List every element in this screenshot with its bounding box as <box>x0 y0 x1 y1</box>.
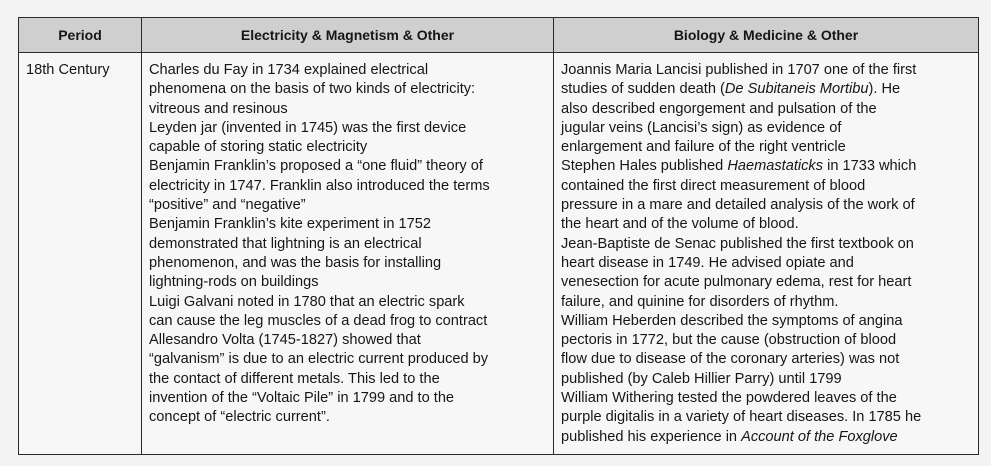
biology-line <box>561 138 971 157</box>
book-title: Account of the Foxglove <box>741 428 898 445</box>
electricity-line: capable of storing static electricity <box>149 139 368 156</box>
biology-text: pressure in a mare and detailed analysis of the work of <box>561 197 915 214</box>
biology-text: Jean-Baptiste de Senac published the first textbook on <box>561 235 914 252</box>
biology-line <box>561 331 971 350</box>
biology-line <box>561 61 971 80</box>
electricity-line: Benjamin Franklin’s proposed a “one fluid” theory of <box>149 158 483 175</box>
history-table <box>18 17 979 455</box>
electricity-line: Allesandro Volta (1745-1827) showed that <box>149 332 421 349</box>
column-divider <box>553 18 554 454</box>
biology-text: venesection for acute pulmonary edema, rest for heart <box>561 274 912 291</box>
biology-line <box>561 428 971 447</box>
electricity-line: electricity in 1747. Franklin also introduced the terms <box>149 177 490 194</box>
biology-text: the heart and of the volume of blood. <box>561 216 799 233</box>
electricity-line: lightning-rods on buildings <box>149 274 319 291</box>
biology-line <box>561 273 971 292</box>
electricity-line: can cause the leg muscles of a dead frog to contract <box>149 312 488 329</box>
electricity-line: concept of “electric current”. <box>149 409 330 426</box>
biology-text: Stephen Hales published <box>561 158 728 175</box>
electricity-line: vitreous and resinous <box>149 100 288 117</box>
biology-text: pectoris in 1772, but the cause (obstruction of blood <box>561 332 897 349</box>
biology-text: jugular veins (Lancisi’s sign) as evidence of <box>561 119 842 136</box>
electricity-line: “positive” and “negative” <box>149 197 306 214</box>
biology-line <box>561 177 971 196</box>
biology-line <box>561 389 971 408</box>
biology-text: in 1733 which <box>823 158 917 175</box>
biology-text: enlargement and failure of the right ventricle <box>561 139 846 156</box>
biology-line <box>561 215 971 234</box>
biology-text: failure, and quinine for disorders of rhythm. <box>561 293 839 310</box>
biology-line <box>561 408 971 427</box>
biology-text: William Withering tested the powdered leaves of the <box>561 390 897 407</box>
biology-line <box>561 370 971 389</box>
biology-text: Joannis Maria Lancisi published in 1707 one of the first <box>561 62 917 78</box>
biology-text: flow due to disease of the coronary arteries) was not <box>561 351 900 368</box>
biology-line <box>561 254 971 273</box>
book-title: De Subitaneis Mortibu <box>724 81 869 98</box>
electricity-line: phenomenon, and was the basis for installing <box>149 254 442 271</box>
biology-line <box>561 235 971 254</box>
column-divider <box>141 18 142 454</box>
biology-line <box>561 157 971 176</box>
biology-line <box>561 119 971 138</box>
electricity-line: Charles du Fay in 1734 explained electrical <box>149 62 429 78</box>
electricity-line: demonstrated that lightning is an electrical <box>149 235 422 252</box>
electricity-cell <box>149 61 549 428</box>
biology-line <box>561 350 971 369</box>
biology-text: studies of sudden death ( <box>561 81 725 98</box>
header-biology: Biology & Medicine & Other <box>673 27 859 43</box>
biology-text: also described engorgement and pulsation of the <box>561 100 877 117</box>
biology-text: William Heberden described the symptoms of angina <box>561 312 903 329</box>
biology-text: heart disease in 1749. He advised opiate and <box>561 254 854 271</box>
biology-line <box>561 100 971 119</box>
biology-text: published his experience in <box>561 428 742 445</box>
book-title: Haemastaticks <box>727 158 824 175</box>
biology-text: purple digitalis in a variety of heart diseases. In 1785 he <box>561 409 922 426</box>
electricity-line: invention of the “Voltaic Pile” in 1799 and to the <box>149 390 455 407</box>
biology-text: published (by Caleb Hillier Parry) until 1799 <box>561 370 842 387</box>
biology-line <box>561 80 971 99</box>
header-period: Period <box>58 27 102 43</box>
electricity-line: Benjamin Franklin’s kite experiment in 1752 <box>149 216 432 233</box>
electricity-line: Leyden jar (invented in 1745) was the first device <box>149 119 467 136</box>
biology-cell <box>561 61 971 447</box>
electricity-line: Luigi Galvani noted in 1780 that an electric spark <box>149 293 465 310</box>
biology-text: ). He <box>868 81 901 98</box>
period-cell: 18th Century <box>26 62 110 78</box>
biology-text: contained the first direct measurement of blood <box>561 177 866 194</box>
biology-line <box>561 312 971 331</box>
electricity-line: “galvanism” is due to an electric current produced by <box>149 351 489 368</box>
header-electricity: Electricity & Magnetism & Other <box>240 27 455 43</box>
biology-line <box>561 293 971 312</box>
electricity-line: the contact of different metals. This led to the <box>149 370 440 387</box>
electricity-line: phenomena on the basis of two kinds of electricity: <box>149 81 476 98</box>
biology-line <box>561 196 971 215</box>
